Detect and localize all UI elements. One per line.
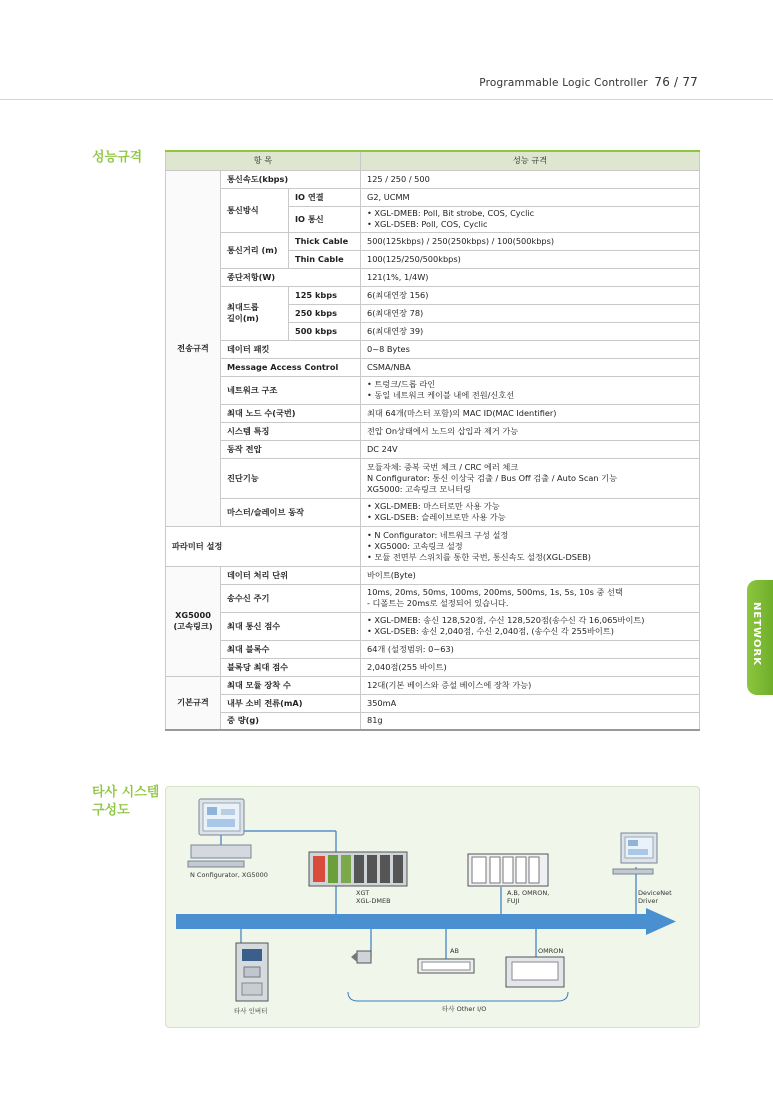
row-label [221,286,289,340]
table-row [166,340,700,358]
row-label: Message Access Control [221,358,361,376]
row-label: 마스터/슬레이브 동작 [221,498,361,526]
spec-section-title: 성능규격 [92,150,143,165]
label-ab-omron [507,889,549,905]
row-label: 데이터 처리 단위 [221,566,361,584]
header-divider [0,99,773,100]
row-sublabel: 500 kbps [289,322,361,340]
value-line: • XGL-DMEB: 마스터로만 사용 가능 [367,501,500,511]
row-value [361,376,700,404]
network-side-tab [747,580,773,695]
table-row [166,676,700,694]
table-row [166,658,700,676]
row-value: DC 24V [361,440,700,458]
table-row [166,422,700,440]
row-value: 500(125kbps) / 250(250kbps) / 100(500kbps) [361,232,700,250]
row-label: 통신거리 (m) [221,232,289,268]
category-xg5000 [166,566,221,676]
row-value: 6(최대연장 39) [361,322,700,340]
xgt-plc-icon [309,852,407,886]
devicenet-pc-icon [613,833,657,874]
header-spec: 성능 규격 [361,151,700,170]
table-row [166,612,700,640]
label-line: DeviceNet [638,889,672,897]
row-sublabel: Thick Cable [289,232,361,250]
table-row [166,268,700,286]
header-title: Programmable Logic Controller [479,77,648,89]
row-label: 최대 노드 수(국번) [221,404,361,422]
value-line: • XGL-DSEB: 슬레이브로만 사용 가능 [367,512,506,522]
connection-lines [221,831,636,959]
row-label: 네트워크 구조 [221,376,361,404]
label-line: XGT [356,889,370,897]
row-value: CSMA/NBA [361,358,700,376]
label-omron: OMRON [538,947,564,955]
value-line: 10ms, 20ms, 50ms, 100ms, 200ms, 500ms, 1s, 5s, 10s 중 선택 [367,587,623,597]
category-parameter: 파라미터 설정 [166,526,361,566]
label-line: 최대드롭 [227,302,259,312]
row-value: 64개 (설정범위: 0~63) [361,640,700,658]
label-line: XGL-DMEB [356,897,391,905]
row-value: 350mA [361,694,700,712]
value-line: • XGL-DSEB: Poll, COS, Cyclic [367,219,488,229]
system-diagram [165,786,700,1028]
value-line: N Configurator: 통신 이상국 검출 / Bus Off 검출 / Auto Scan 기능 [367,472,617,483]
row-value: 121(1%, 1/4W) [361,268,700,286]
pc-computer-icon [188,799,251,867]
row-value: 전압 On상태에서 노드의 삽입과 제거 가능 [361,422,700,440]
label-line: 길이(m) [227,313,259,323]
label-inverter: 타사 인버터 [234,1007,268,1015]
row-value [361,612,700,640]
value-line: • XGL-DMEB: 송신 128,520점, 수신 128,520점(송수신 각 16,065바이트) [367,615,645,625]
label-other-io: 타사 Other I/O [442,1005,487,1013]
table-row [166,712,700,730]
row-label: 통신속도(kbps) [221,170,361,188]
table-row [166,566,700,584]
row-label: 시스템 특징 [221,422,361,440]
row-label: 통신방식 [221,188,289,232]
page-number: 76 / 77 [654,75,698,89]
value-line: • 동일 네트워크 케이블 내에 전원/신호선 [367,390,515,400]
row-value: 81g [361,712,700,730]
category-transmission: 전송규격 [166,170,221,526]
table-row [166,694,700,712]
row-sublabel: Thin Cable [289,250,361,268]
value-line: - 디폴트는 20ms로 설정되어 있습니다. [367,598,509,608]
inverter-icon [236,943,268,1001]
sensor-icon [351,951,371,963]
row-value [361,584,700,612]
network-bus-arrow [176,908,676,935]
row-label: 데이터 패킷 [221,340,361,358]
value-line: • XG5000: 고속링크 설정 [367,540,463,551]
row-label: 블록당 최대 점수 [221,658,361,676]
diagram-svg [166,787,701,1029]
table-row [166,458,700,498]
row-value [361,526,700,566]
value-line: 모듈자체: 중복 국번 체크 / CRC 에러 체크 [367,461,519,472]
row-value: 0~8 Bytes [361,340,700,358]
row-sublabel: IO 연결 [289,188,361,206]
label-ab: AB [450,947,459,955]
row-value [361,206,700,232]
label-line: Driver [638,897,659,905]
row-label: 동작 전압 [221,440,361,458]
label-line: FUJI [507,897,520,905]
row-sublabel: IO 통신 [289,206,361,232]
label-n-configurator: N Configurator, XG5000 [190,871,268,879]
table-row [166,170,700,188]
row-sublabel: 125 kbps [289,286,361,304]
row-value: 6(최대연장 156) [361,286,700,304]
header-item: 항 목 [166,151,361,170]
row-label: 최대 모듈 장착 수 [221,676,361,694]
row-label: 진단기능 [221,458,361,498]
ab-omron-plc-icon [468,854,548,886]
label-devicenet [638,889,672,905]
row-sublabel: 250 kbps [289,304,361,322]
value-line: • XGL-DMEB: Poll, Bit strobe, COS, Cyclic [367,208,535,218]
row-value: G2, UCMM [361,188,700,206]
system-section-title-line1: 타사 시스템 [92,785,160,800]
table-row [166,498,700,526]
row-value [361,458,700,498]
label-xgt [356,889,391,905]
category-line: XG5000 [175,610,211,620]
row-value: 100(125/250/500kbps) [361,250,700,268]
value-line: XG5000: 고속링크 모니터링 [367,483,472,494]
table-row [166,640,700,658]
value-line: • XGL-DSEB: 송신 2,040점, 수신 2,040점, (송수신 각 255바이트) [367,626,614,636]
table-header-row [166,151,700,170]
table-row [166,404,700,422]
value-line: • 트렁크/드롭 라인 [367,379,436,389]
table-row [166,440,700,458]
row-value: 6(최대연장 78) [361,304,700,322]
row-value: 바이트(Byte) [361,566,700,584]
table-row [166,286,700,304]
table-row [166,358,700,376]
row-value: 12대(기본 베이스와 증설 베이스에 장착 가능) [361,676,700,694]
row-value: 최대 64개(마스터 포함)의 MAC ID(MAC Identifier) [361,404,700,422]
category-line: (고속링크) [173,621,213,631]
label-line: A.B, OMRON, [507,889,550,897]
spec-table [165,150,700,731]
row-label: 내부 소비 전류(mA) [221,694,361,712]
row-label: 중 량(g) [221,712,361,730]
value-line: • 모듈 전면부 스위치를 통한 국번, 통신속도 설정(XGL-DSEB) [367,551,591,562]
table-row [166,376,700,404]
row-value: 2,040점(255 바이트) [361,658,700,676]
table-row [166,526,700,566]
row-label: 최대 블록수 [221,640,361,658]
row-value [361,498,700,526]
value-line: • N Configurator: 네트워크 구성 설정 [367,529,509,540]
table-row [166,584,700,612]
category-basic: 기본규격 [166,676,221,730]
ab-io-icon [418,959,474,973]
omron-io-icon [506,957,564,987]
row-value: 125 / 250 / 500 [361,170,700,188]
side-tab-label: NETWORK [751,602,762,667]
row-label: 송수신 주기 [221,584,361,612]
page-header [479,75,698,89]
table-row [166,188,700,206]
system-section-title-line2: 구성도 [92,803,130,818]
other-io-bracket [348,992,568,1001]
row-label: 종단저항(W) [221,268,361,286]
row-label: 최대 통신 점수 [221,612,361,640]
table-row [166,232,700,250]
